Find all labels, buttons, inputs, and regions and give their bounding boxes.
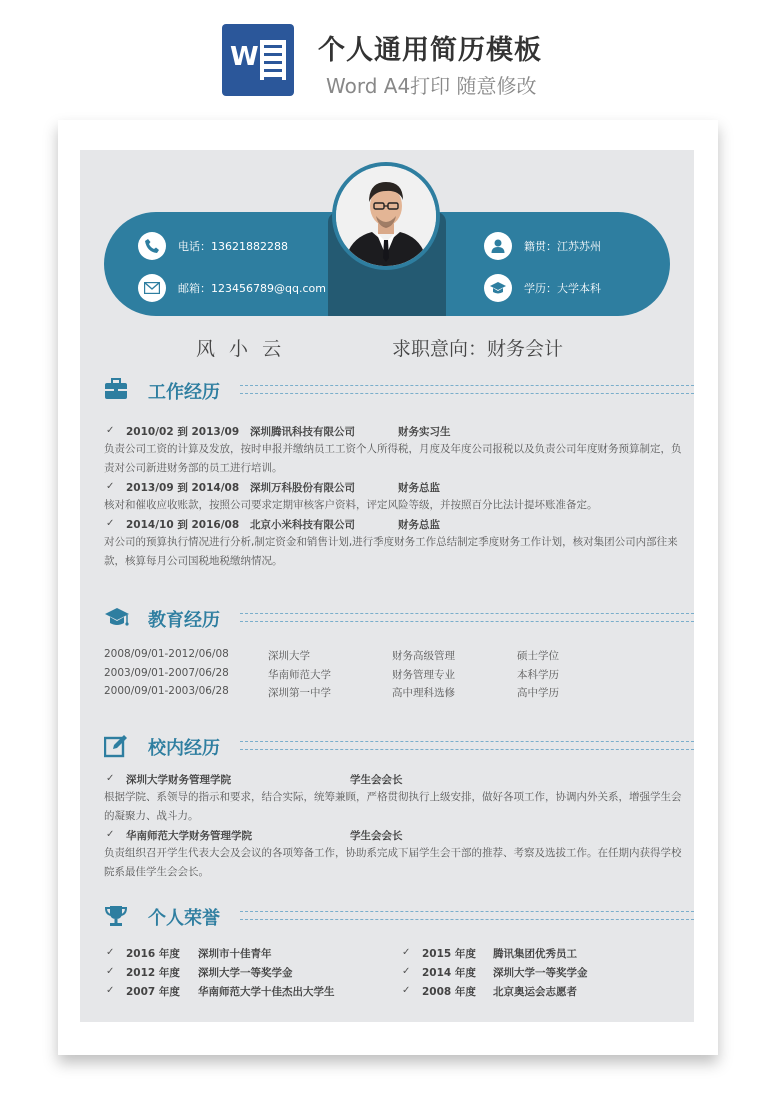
section-education-title: 教育经历 — [148, 610, 220, 631]
job-intent: 求职意向：财务会计 — [392, 338, 564, 360]
work-role: 财务实习生 — [398, 426, 451, 438]
check-icon: ✓ — [106, 829, 115, 840]
section-campus-title: 校内经历 — [148, 738, 220, 759]
check-icon: ✓ — [106, 518, 115, 529]
section-honors-header — [104, 902, 694, 932]
phone-text: 电话：13621882288 — [178, 240, 288, 253]
check-icon: ✓ — [106, 481, 115, 492]
briefcase-icon — [104, 378, 130, 404]
section-divider — [240, 613, 694, 622]
honor-year: 2015 年度 — [422, 948, 476, 960]
education-text: 学历：大学本科 — [524, 282, 601, 295]
check-icon: ✓ — [106, 425, 115, 436]
honor-year: 2007 年度 — [126, 986, 180, 998]
edu-school: 深圳大学 — [268, 650, 310, 662]
check-icon: ✓ — [106, 773, 115, 784]
graduation-cap-icon — [484, 274, 512, 302]
check-icon: ✓ — [402, 966, 411, 977]
contact-hometown — [484, 232, 601, 260]
candidate-name: 风 小 云 — [196, 338, 286, 360]
honor-year: 2008 年度 — [422, 986, 476, 998]
edu-degree: 本科学历 — [517, 669, 559, 681]
work-role: 财务总监 — [398, 519, 440, 531]
work-period: 2013/09 到 2014/08 — [126, 482, 240, 494]
honor-award: 北京奥运会志愿者 — [493, 986, 577, 998]
section-divider — [240, 385, 694, 394]
avatar — [332, 162, 440, 270]
edu-major: 财务高级管理 — [392, 650, 455, 662]
campus-description: 负责组织召开学生代表大会及会议的各项筹备工作，协助系完成下届学生会干部的推荐、考察及选拔工作。在任期内获得学校院系最佳学生会会长。 — [104, 847, 682, 878]
contact-phone — [138, 232, 288, 260]
work-period: 2014/10 到 2016/08 — [126, 519, 240, 531]
contact-education — [484, 274, 601, 302]
honor-award: 华南师范大学十佳杰出大学生 — [198, 986, 335, 998]
section-honors-title: 个人荣誉 — [148, 908, 220, 929]
edu-period: 2000/09/01-2003/06/28 — [104, 685, 229, 697]
edu-period: 2008/09/01-2012/06/08 — [104, 648, 229, 660]
graduation-cap-icon — [104, 606, 130, 632]
work-company: 北京小米科技有限公司 — [250, 519, 355, 531]
section-divider — [240, 911, 694, 920]
trophy-icon — [104, 904, 130, 930]
honor-year: 2016 年度 — [126, 948, 180, 960]
work-company: 深圳腾讯科技有限公司 — [250, 426, 355, 438]
honor-year: 2014 年度 — [422, 967, 476, 979]
work-role: 财务总监 — [398, 482, 440, 494]
phone-icon — [138, 232, 166, 260]
work-period: 2010/02 到 2013/09 — [126, 426, 240, 438]
work-description: 对公司的预算执行情况进行分析,制定资金和销售计划,进行季度财务工作总结制定季度财务工作计划，核对集团公司内部往来款，核算每月公司国税地税缴纳情况。 — [104, 536, 678, 567]
edu-degree: 硕士学位 — [517, 650, 559, 662]
user-icon — [484, 232, 512, 260]
page-header — [0, 0, 774, 110]
document-lines-icon — [260, 40, 286, 80]
contact-email — [138, 274, 326, 302]
check-icon: ✓ — [106, 985, 115, 996]
edit-icon — [104, 734, 130, 760]
section-divider — [240, 741, 694, 750]
mail-icon — [138, 274, 166, 302]
section-work-title: 工作经历 — [148, 382, 220, 403]
campus-org: 华南师范大学财务管理学院 — [126, 830, 252, 842]
campus-description: 根据学院、系领导的指示和要求，结合实际，统筹兼顾，严格贯彻执行上级安排，做好各项工作，协调内外关系，增强学生会的凝聚力、战斗力。 — [104, 791, 682, 822]
person-photo-icon — [336, 166, 436, 266]
section-education-header — [104, 604, 694, 634]
campus-role: 学生会会长 — [350, 774, 403, 786]
avatar-photo — [336, 166, 436, 266]
email-text: 邮箱：123456789@qq.com — [178, 282, 326, 295]
page-subtitle: Word A4打印 随意修改 — [326, 74, 537, 98]
honor-award: 腾讯集团优秀员工 — [493, 948, 577, 960]
resume-paper — [58, 120, 718, 1055]
check-icon: ✓ — [402, 985, 411, 996]
section-work-header — [104, 376, 694, 406]
section-campus-header — [104, 732, 694, 762]
edu-school: 华南师范大学 — [268, 669, 331, 681]
check-icon: ✓ — [106, 966, 115, 977]
honor-award: 深圳市十佳青年 — [198, 948, 272, 960]
page-title: 个人通用简历模板 — [318, 35, 542, 66]
campus-org: 深圳大学财务管理学院 — [126, 774, 231, 786]
edu-major: 财务管理专业 — [392, 669, 455, 681]
word-logo-icon — [222, 24, 294, 96]
check-icon: ✓ — [402, 947, 411, 958]
honor-award: 深圳大学一等奖学金 — [198, 967, 293, 979]
honor-year: 2012 年度 — [126, 967, 180, 979]
hometown-text: 籍贯：江苏苏州 — [524, 240, 601, 253]
work-company: 深圳万科股份有限公司 — [250, 482, 355, 494]
edu-degree: 高中学历 — [517, 687, 559, 699]
honor-award: 深圳大学一等奖学金 — [493, 967, 588, 979]
work-description: 负责公司工资的计算及发放，按时申报并缴纳员工工资个人所得税，月度及年度公司报税以及负责公司年度财务预算制定，负责对公司新进财务部的员工进行培训。 — [104, 443, 682, 474]
edu-major: 高中理科选修 — [392, 687, 455, 699]
logo-letter: W — [230, 42, 259, 72]
campus-role: 学生会会长 — [350, 830, 403, 842]
edu-school: 深圳第一中学 — [268, 687, 331, 699]
edu-period: 2003/09/01-2007/06/28 — [104, 667, 229, 679]
resume-sheet — [80, 150, 694, 1022]
work-description: 核对和催收应收账款，按照公司要求定期审核客户资料，评定风险等级，并按照百分比法计提坏账准备定。 — [104, 499, 598, 511]
check-icon: ✓ — [106, 947, 115, 958]
